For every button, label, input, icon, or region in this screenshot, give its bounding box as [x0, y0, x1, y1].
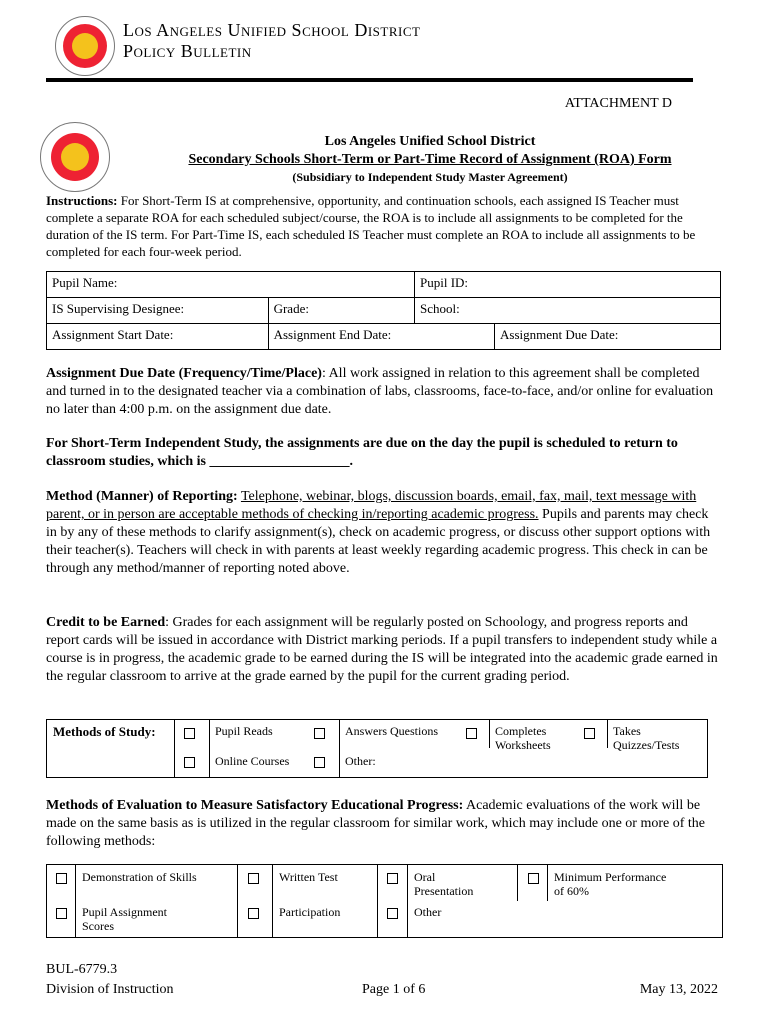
pupil-id-field[interactable]: Pupil ID: [415, 272, 721, 298]
oral-presentation-checkbox[interactable] [387, 873, 398, 884]
bulletin-header [123, 20, 420, 62]
due-date-field[interactable]: Assignment Due Date: [495, 324, 721, 350]
footer-division: Division of Instruction [46, 982, 174, 997]
short-term-note: For Short-Term Independent Study, the assignments are due on the day the pupil is scheduled to return to classroom studies, which is ____________________. [46, 436, 678, 469]
credit-text: : Grades for each assignment will be regularly posted on Schoology, and progress reports and report cards will be issued in accordance with District marking periods. If a pupil transfers to independent study while a course is in progress, the academic grade to be earned during the IS will be integrated into the academic grade earned in the regular classroom to arrive at the grade earned by the pupil for the current grading period. [46, 615, 718, 684]
end-date-field[interactable]: Assignment End Date: [268, 324, 494, 350]
credit-label: Credit to be Earned [46, 615, 166, 630]
participation-checkbox[interactable] [248, 908, 259, 919]
takes-quizzes-label: Takes Quizzes/Tests [613, 724, 680, 752]
attachment-label: ATTACHMENT D [564, 96, 672, 111]
due-date-text: : All work assigned in relation to this agreement shall be completed and turned in to the designated teacher via a combination of labs, classrooms, face-to-face, and/or online for evaluation no later than 4:00 p.m. on the assignment due date. [46, 366, 714, 417]
footer-page-number: Page 1 of 6 [362, 982, 426, 997]
minimum-performance-checkbox[interactable] [528, 873, 539, 884]
completes-worksheets-label: Completes Worksheets [495, 724, 551, 752]
methods-of-study-table [46, 719, 708, 778]
online-courses-label: Online Courses [215, 754, 290, 768]
oral-presentation-label: Oral Presentation [414, 870, 474, 898]
other-evaluation-label: Other [414, 905, 442, 919]
pupil-info-table [46, 271, 721, 350]
designee-field[interactable]: IS Supervising Designee: [47, 298, 269, 324]
method-text: Pupils and parents may check in by any of these methods to clarify assignment(s), check on academic progress, or discuss other support options with their teacher(s). Teachers will check in with parents at least weekly regarding academic progress. This check in can be through any method/manner of reporting noted above. [46, 507, 711, 576]
assignment-scores-checkbox[interactable] [56, 908, 67, 919]
evaluation-text: Academic evaluations of the work will be made on the same basis as is utilized in the regular classroom for similar work, which may include one or more of the following methods: [46, 798, 705, 849]
pupil-name-field[interactable]: Pupil Name: [47, 272, 415, 298]
online-courses-checkbox[interactable] [184, 757, 195, 768]
instructions-text: For Short-Term IS at comprehensive, opportunity, and continuation schools, each assigned IS Teacher must complete a separate ROA for each scheduled subject/course, the ROA is to include all assignments to be completed for the duration of the IS term. For Part-Time IS, each scheduled IS Teacher must complete an ROA to include all assignments to be completed for each four-week period. [46, 193, 696, 259]
written-test-label: Written Test [279, 870, 338, 884]
footer-date: May 13, 2022 [639, 982, 718, 997]
evaluation-methods-table [46, 864, 723, 938]
instructions-label: Instructions: [46, 193, 118, 208]
pupil-reads-checkbox[interactable] [184, 728, 195, 739]
form-seal-logo [40, 122, 110, 192]
method-of-reporting [46, 488, 720, 578]
credit-section [46, 614, 720, 686]
due-date-section [46, 365, 720, 419]
assignment-scores-label: Pupil Assignment Scores [82, 905, 168, 933]
form-org: Los Angeles Unified School District [324, 134, 536, 149]
form-subtitle: (Subsidiary to Independent Study Master Agreement) [292, 170, 568, 184]
written-test-checkbox[interactable] [248, 873, 259, 884]
district-seal-logo [55, 16, 115, 76]
form-title: Secondary Schools Short-Term or Part-Time Record of Assignment (ROA) Form [188, 152, 672, 167]
header-line2: Policy Bulletin [123, 41, 252, 61]
demonstration-checkbox[interactable] [56, 873, 67, 884]
other-study-checkbox[interactable] [314, 757, 325, 768]
other-study-label: Other: [345, 754, 376, 768]
participation-label: Participation [279, 905, 341, 919]
takes-quizzes-checkbox[interactable] [584, 728, 595, 739]
evaluation-label: Methods of Evaluation to Measure Satisfactory Educational Progress: [46, 798, 464, 813]
due-date-label: Assignment Due Date (Frequency/Time/Place) [46, 366, 322, 381]
methods-of-study-label: Methods of Study: [53, 724, 156, 739]
footer-code: BUL-6779.3 [46, 962, 118, 977]
method-underlined-text: Telephone, webinar, blogs, discussion boards, email, fax, mail, text message with parent, or in person are acceptable methods of checking in/reporting academic progress. [46, 489, 697, 522]
start-date-field[interactable]: Assignment Start Date: [47, 324, 269, 350]
demonstration-label: Demonstration of Skills [82, 870, 197, 884]
evaluation-section [46, 797, 720, 851]
instructions [46, 192, 720, 260]
school-field[interactable]: School: [415, 298, 721, 324]
pupil-reads-label: Pupil Reads [215, 724, 273, 738]
answers-questions-checkbox[interactable] [314, 728, 325, 739]
answers-questions-label: Answers Questions [345, 724, 438, 738]
other-evaluation-checkbox[interactable] [387, 908, 398, 919]
method-label: Method (Manner) of Reporting: [46, 489, 238, 504]
header-divider [46, 78, 693, 82]
form-title-block [110, 133, 750, 186]
header-line1: Los Angeles Unified School District [123, 20, 421, 40]
grade-field[interactable]: Grade: [268, 298, 414, 324]
minimum-performance-label: Minimum Performance of 60% [554, 870, 667, 898]
completes-worksheets-checkbox[interactable] [466, 728, 477, 739]
